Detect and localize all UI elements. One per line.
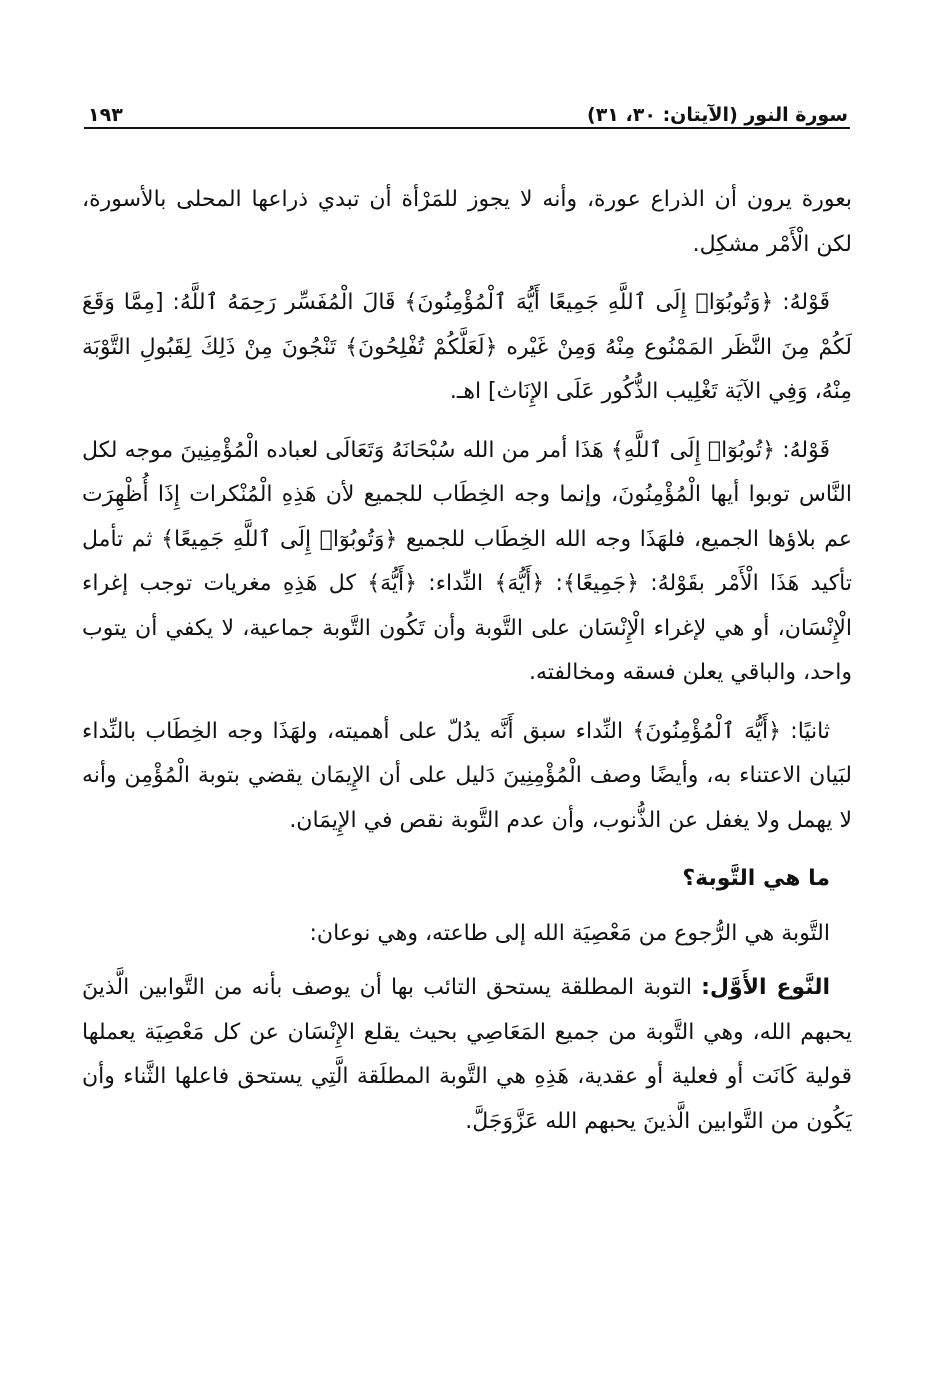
paragraph: بعورة يرون أن الذراع عورة، وأنه لا يجوز للمَرْأة أن تبدي ذراعها المحلى بالأسورة، لكن الْأَمْر مشكِل. [82, 187, 852, 257]
paragraph: قَوْلهُ: ﴿وَتُوبُوٓا۟ إِلَى ٱللَّهِ جَمِيعًا أَيُّهَ ٱلْمُؤْمِنُونَ﴾ قَالَ الْمُفَسِّر رَحِمَهُ ٱللَّهُ: [مِمَّا وَقَعَ لَكُمْ مِنَ النَّظَر المَمْنُوع مِنْهُ وَمِنْ غَيْره ﴿لَعَلَّكُمْ تُفْلِحُونَ﴾ تَنْجُونَ مِنْ ذَلِكَ لِقَبُولِ التَّوْبَة مِنْهُ، وَفِي الآيَة تَغْلِيب الذُّكُور عَلَى الإِنَاث] اهـ. [82, 290, 852, 404]
header-rule [84, 127, 850, 129]
section-heading: ما هي التَّوبة؟ [682, 866, 830, 891]
page-number: ١٩٣ [88, 104, 123, 126]
definition-paragraph: التَّوبة هي الرُّجوع من مَعْصِيَة الله إلى طاعته، وهي نوعان: [309, 920, 830, 946]
first-type-paragraph [82, 966, 852, 1144]
first-type-lead: النَّوع الأَوَّل: [701, 975, 830, 1000]
body-text [82, 178, 852, 1158]
surah-title: سورة النور (الآيتان: ٣٠، ٣١) [587, 104, 848, 126]
paragraph: قَوْلهُ: ﴿تُوبُوٓا۟ إِلَى ٱللَّهِ﴾ هَذَا أمر من الله سُبْحَانَهُ وَتَعَالَى لعباده الْمُؤْمِنِينَ موجه لكل النَّاس توبوا أيها الْمُؤْمِنُونَ، وإنما وجه الخِطَاب للجميع لأن هَذِهِ الْمُنْكرات إِذَا أُظْهِرَت عم بلاؤها الجميع، فلهَذَا وجه الله الخِطَاب للجميع ﴿وَتُوبُوٓا۟ إِلَى ٱللَّهِ جَمِيعًا﴾ ثم تأمل تأكيد هَذَا الْأَمْر بقَوْلهُ: ﴿جَمِيعًا﴾: ﴿أَيُّهَ﴾ النِّداء: ﴿أَيُّهَ﴾ كل هَذِهِ مغريات توجب إغراء الْإِنْسَان، أو هي لإغراء الْإِنْسَان على التَّوبة وأن تَكُون التَّوبة جماعية، لا يكفي أن يتوب واحد، والباقي يعلن فسقه ومخالفته. [82, 437, 852, 685]
paragraph: ثانيًا: ﴿أَيُّهَ ٱلْمُؤْمِنُونَ﴾ النِّداء سبق أَنَّه يدُلّ على أهميته، ولهَذَا وجه الخِطَاب بالنِّداء لبَيان الاعتناء به، وأيضًا وصف الْمُؤْمِنِينَ دَليل على أن الإِيمَان يقضي بتوبة الْمُؤْمِن وأنه لا يهمل ولا يغفل عن الذُّنوب، وأن عدم التَّوبة نقص في الإِيمَان. [82, 718, 852, 833]
running-header [88, 96, 848, 126]
first-type-text: التوبة المطلقة يستحق التائب بها أن يوصف بأنه من التَّوابين الَّذينَ يحبهم الله، وهي التَّوبة من جميع المَعَاصِي بحيث يقلع الإِنْسَان عن كل مَعْصِيَة يعملها قولية كَانَت أو فعلية أو عقدية، هَذِهِ هي التَّوبة المطلَقة الَّتِي يستحق فاعلها الثَّناء وأن يَكُون من التَّوابين الَّذينَ يحبهم الله عَزَّوَجَلَّ. [82, 975, 852, 1134]
